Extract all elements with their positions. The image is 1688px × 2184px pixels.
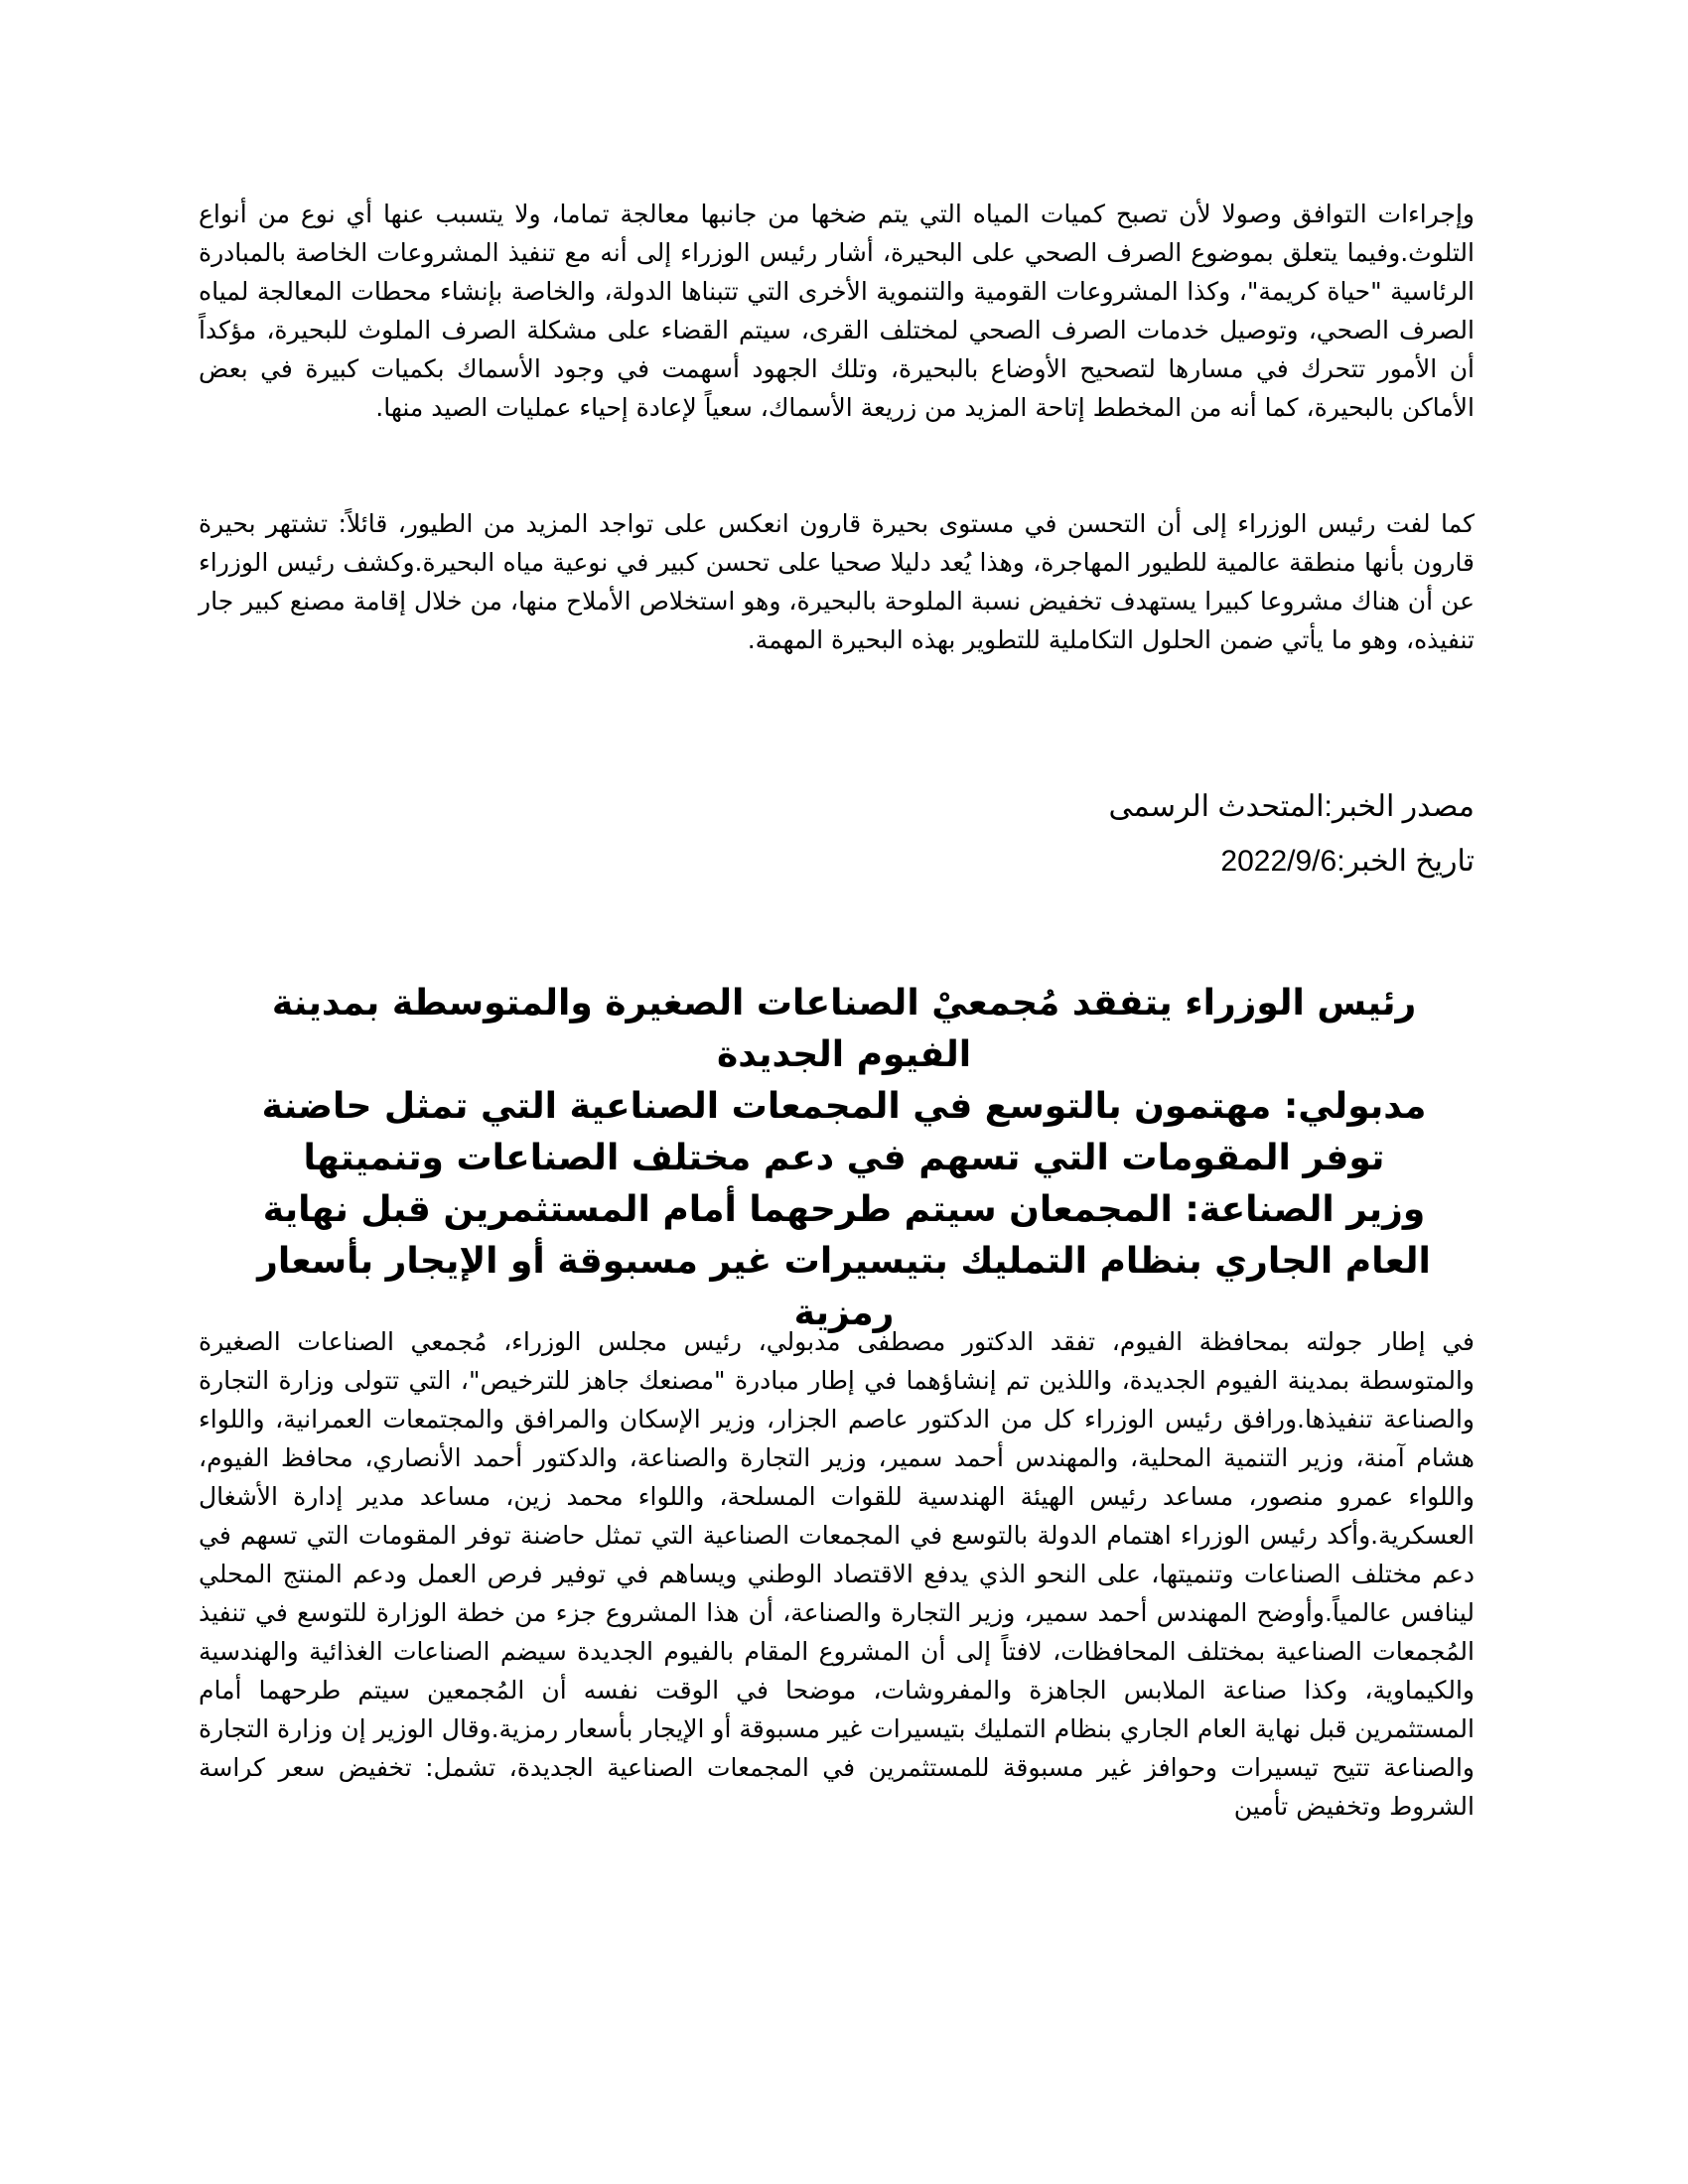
article-paragraph-2: كما لفت رئيس الوزراء إلى أن التحسن في مستوى بحيرة قارون انعكس على تواجد المزيد من الطيور، قائلاً: تشتهر بحيرة قارون بأنها منطقة عالمية للطيور المهاجرة، وهذا يُعد دليلا صحيا على تحسن كبير في نوعية مياه البحيرة.وكشف رئيس الوزراء عن أن هناك مشروعا كبيرا يستهدف تخفيض نسبة الملوحة بالبحيرة، وهو استخلاص الأملاح منها، من خلال إقامة مصنع كبير جار تنفيذه، وهو ما يأتي ضمن الحلول التكاملية للتطوير بهذه البحيرة المهمة. [199, 509, 1475, 654]
article-paragraph-1: وإجراءات التوافق وصولا لأن تصبح كميات المياه التي يتم ضخها من جانبها معالجة تماما، ولا يتسبب عنها أي نوع من أنواع التلوث.وفيما يتعلق بموضوع الصرف الصحي على البحيرة، أشار رئيس الوزراء إلى أنه مع تنفيذ المشروعات الخاصة بالمبادرة الرئاسية "حياة كريمة"، وكذا المشروعات القومية والتنموية الأخرى التي تتبناها الدولة، والخاصة بإنشاء محطات المعالجة لمياه الصرف الصحي، وتوصيل خدمات الصرف الصحي لمختلف القرى، سيتم القضاء على مشكلة الصرف الملوث للبحيرة، مؤكداً أن الأمور تتحرك في مسارها لتصحيح الأوضاع بالبحيرة، وتلك الجهود أسهمت في وجود الأسماك بكميات كبيرة في بعض الأماكن بالبحيرة، كما أنه من المخطط إتاحة المزيد من زريعة الأسماك، سعياً لإعادة إحياء عمليات الصيد منها. [199, 200, 1475, 422]
main-headline: رئيس الوزراء يتفقد مُجمعيْ الصناعات الصغيرة والمتوسطة بمدينة الفيوم الجديدة [271, 983, 1417, 1075]
sub-headline-prime-minister: مدبولي: مهتمون بالتوسع في المجمعات الصناعية التي تمثل حاضنة توفر المقومات التي تسهم في دعم مختلف الصناعات وتنميتها [261, 1086, 1427, 1178]
news-source-line: مصدر الخبر:المتحدث الرسمى [1108, 790, 1475, 823]
sub-headline-industry-minister: وزير الصناعة: المجمعان سيتم طرحهما أمام المستثمرين قبل نهاية العام الجاري بنظام التمليك بتيسيرات غير مسبوقة أو الإيجار بأسعار رمزية [257, 1189, 1431, 1333]
article-body: في إطار جولته بمحافظة الفيوم، تفقد الدكتور مصطفى مدبولي، رئيس مجلس الوزراء، مُجمعي الصناعات الصغيرة والمتوسطة بمدينة الفيوم الجديدة، واللذين تم إنشاؤهما في إطار مبادرة "مصنعك جاهز للترخيص"، التي تتولى وزارة التجارة والصناعة تنفيذها.ورافق رئيس الوزراء كل من الدكتور عاصم الجزار، وزير الإسكان والمرافق والمجتمعات العمرانية، واللواء هشام آمنة، وزير التنمية المحلية، والمهندس أحمد سمير، وزير التجارة والصناعة، والدكتور أحمد الأنصاري، محافظ الفيوم، واللواء عمرو منصور، مساعد رئيس الهيئة الهندسية للقوات المسلحة، واللواء محمد زين، مساعد مدير إدارة الأشغال العسكرية.وأكد رئيس الوزراء اهتمام الدولة بالتوسع في المجمعات الصناعية التي تمثل حاضنة توفر المقومات التي تسهم في دعم مختلف الصناعات وتنميتها، على النحو الذي يدفع الاقتصاد الوطني ويساهم في توفير فرص العمل ودعم المنتج المحلي لينافس عالمياً.وأوضح المهندس أحمد سمير، وزير التجارة والصناعة، أن هذا المشروع جزء من خطة الوزارة للتوسع في تنفيذ المُجمعات الصناعية بمختلف المحافظات، لافتاً إلى أن المشروع المقام بالفيوم الجديدة سيضم الصناعات الغذائية والهندسية والكيماوية، وكذا صناعة الملابس الجاهزة والمفروشات، موضحا في الوقت نفسه أن المُجمعين سيتم طرحهما أمام المستثمرين قبل نهاية العام الجاري بنظام التمليك بتيسيرات غير مسبوقة أو الإيجار بأسعار رمزية.وقال الوزير إن وزارة التجارة والصناعة تتيح تيسيرات وحوافز غير مسبوقة للمستثمرين في المجمعات الصناعية الجديدة، تشمل: تخفيض سعر كراسة الشروط وتخفيض تأمين [199, 1327, 1475, 1821]
news-date-line: تاريخ الخبر:2022/9/6 [1220, 845, 1475, 878]
headline-group [228, 978, 1460, 1339]
